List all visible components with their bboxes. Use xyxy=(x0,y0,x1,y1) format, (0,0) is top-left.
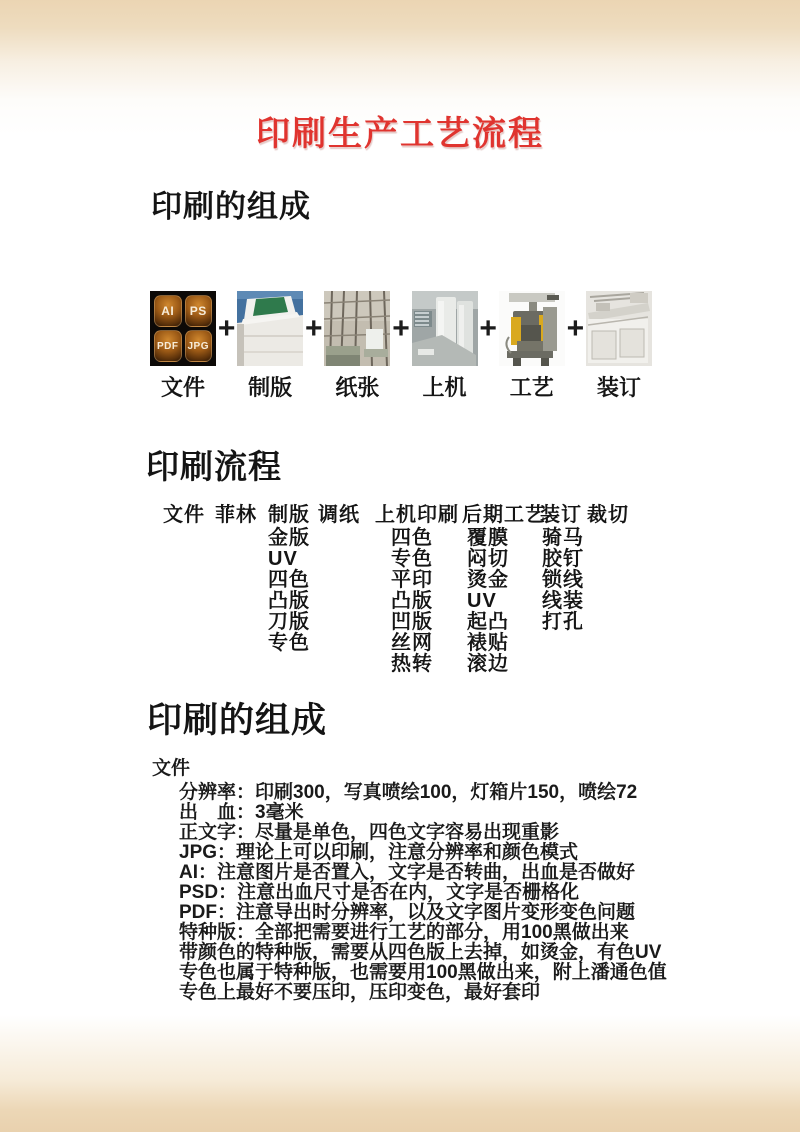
section-title-process: 印刷流程 xyxy=(146,448,282,485)
plus-separator-icon: + xyxy=(479,311,497,345)
file-info-line: 正文字：尽量是单色，四色文字容易出现重影 xyxy=(179,822,560,843)
file-info-subtitle: 文件 xyxy=(152,758,191,779)
component-binder xyxy=(586,291,652,402)
file-info-line: 特种版：全部把需要进行工艺的部分，用100黑做出来 xyxy=(179,922,629,943)
file-info-lines xyxy=(152,783,672,1003)
flow-column-binding: 装订 骑马 胶钉 锁线 线装 打孔 xyxy=(540,505,587,675)
component-diecutter xyxy=(499,291,565,402)
flow-item: 胶钉 xyxy=(542,548,584,570)
flow-item: 锁线 xyxy=(542,569,584,591)
component-files xyxy=(150,291,216,402)
flow-item: 四色 xyxy=(391,527,433,549)
flow-item: 覆膜 xyxy=(467,527,509,549)
printing-press-icon xyxy=(412,291,478,366)
pdf-badge: PDF xyxy=(154,330,182,362)
component-label: 制版 xyxy=(248,375,293,400)
process-flow-table xyxy=(163,505,632,675)
section-title-composition-2: 印刷的组成 xyxy=(147,701,328,740)
flow-item: 凸版 xyxy=(268,590,310,612)
flow-item: 金版 xyxy=(268,527,310,549)
component-label: 装订 xyxy=(596,375,641,400)
paper-stock-icon xyxy=(324,291,390,366)
flow-item: 丝网 xyxy=(391,632,433,654)
binding-machine-icon xyxy=(586,291,652,366)
flow-column-post-process: 后期工艺 覆膜 闷切 烫金 UV 起凸 裱贴 滚边 xyxy=(462,504,546,675)
file-info-line: 出 血：3毫米 xyxy=(179,802,304,823)
component-press xyxy=(412,291,478,402)
component-label: 工艺 xyxy=(509,375,554,400)
flow-item: 凸版 xyxy=(391,590,433,612)
plus-separator-icon: + xyxy=(217,311,236,345)
flow-item: 凹版 xyxy=(391,611,433,633)
flow-item: 烫金 xyxy=(467,569,509,591)
flow-column-trimming: 裁切 xyxy=(587,504,629,526)
file-info-line: 专色也属于特种版，也需要用100黑做出来，附上潘通色值 xyxy=(179,962,667,983)
file-info-line: 带颜色的特种版，需要从四色版上去掉，如烫金，有色UV xyxy=(179,942,662,963)
flow-item: 打孔 xyxy=(542,611,584,633)
flow-item: 滚边 xyxy=(467,653,509,675)
file-info-line: 专色上最好不要压印，压印变色，最好套印 xyxy=(179,982,541,1003)
flow-item: 裱贴 xyxy=(467,632,509,654)
file-format-badges-icon xyxy=(150,291,216,366)
component-platemaking xyxy=(237,291,303,402)
platemaking-machine-icon xyxy=(237,291,303,366)
flow-item: 四色 xyxy=(268,569,310,591)
components-strip xyxy=(150,291,652,402)
flow-item: 起凸 xyxy=(467,611,509,633)
file-info-line: AI：注意图片是否置入，文字是否转曲，出血是否做好 xyxy=(179,862,636,883)
flow-item: 骑马 xyxy=(542,527,584,549)
flow-item: 专色 xyxy=(391,548,433,570)
component-label: 上机 xyxy=(422,375,467,400)
jpg-badge: JPG xyxy=(185,330,213,362)
flow-column-film: 菲林 xyxy=(215,504,257,526)
flow-column-press-printing: 上机印刷 四色 专色 平印 凸版 凹版 丝网 热转 xyxy=(375,505,462,675)
plus-separator-icon: + xyxy=(566,311,585,345)
flow-item: UV xyxy=(268,548,298,570)
component-label: 纸张 xyxy=(335,375,380,400)
flow-item: UV xyxy=(467,590,497,612)
component-label: 文件 xyxy=(160,375,205,400)
file-info-line: JPG：理论上可以印刷，注意分辨率和颜色模式 xyxy=(179,842,579,863)
ps-badge: PS xyxy=(185,295,213,327)
component-paper xyxy=(324,291,390,402)
flow-column-platemaking: 制版 金版 UV 四色 凸版 刀版 专色 xyxy=(268,505,318,675)
section-title-composition-1: 印刷的组成 xyxy=(151,189,311,224)
flow-item: 线装 xyxy=(542,590,584,612)
flow-column-file: 文件 xyxy=(163,504,205,526)
flow-item: 热转 xyxy=(391,653,433,675)
flow-item: 专色 xyxy=(268,632,310,654)
file-info-line: PSD：注意出血尺寸是否在内，文字是否栅格化 xyxy=(179,882,580,903)
flow-column-paper-prep: 调纸 xyxy=(318,504,360,526)
die-cutting-machine-icon xyxy=(499,291,565,366)
flow-item: 刀版 xyxy=(268,611,310,633)
page-title: 印刷生产工艺流程 xyxy=(256,115,544,153)
ai-badge: AI xyxy=(154,295,182,327)
flow-item: 闷切 xyxy=(467,548,509,570)
file-info-line: PDF：注意导出时分辨率，以及文字图片变形变色问题 xyxy=(179,902,636,923)
plus-separator-icon: + xyxy=(392,311,410,345)
plus-separator-icon: + xyxy=(305,311,323,345)
file-info-line: 分辨率：印刷300，写真喷绘100，灯箱片150，喷绘72 xyxy=(179,782,638,803)
file-info-block xyxy=(152,753,672,1003)
flow-item: 平印 xyxy=(391,569,433,591)
